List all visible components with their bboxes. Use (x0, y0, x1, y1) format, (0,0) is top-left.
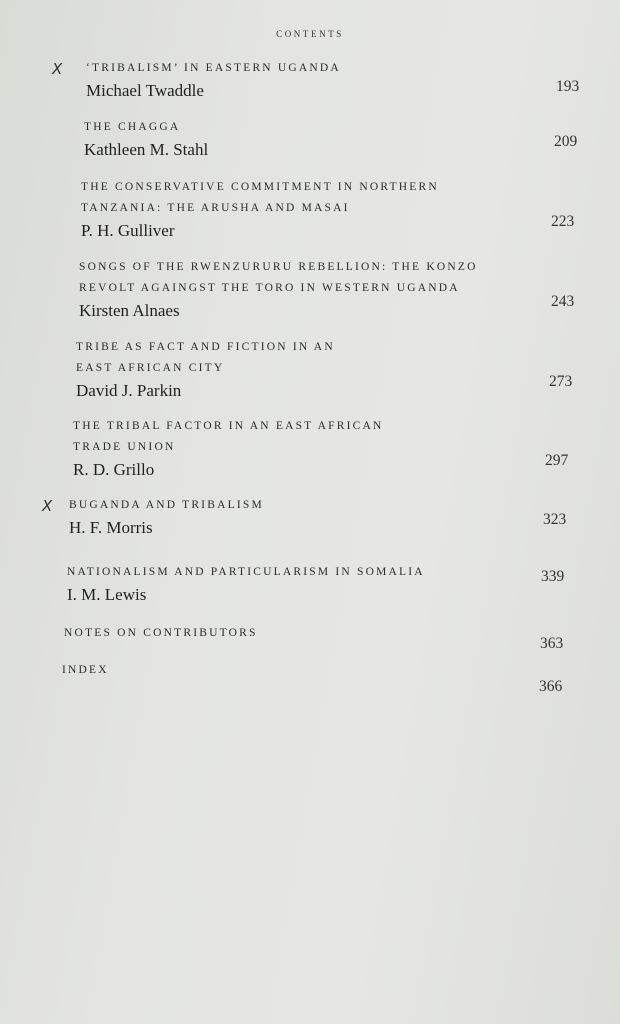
entry-page-number: 273 (549, 373, 573, 390)
entry-title: TRADE UNION (73, 441, 176, 453)
entry-author: P. H. Gulliver (81, 221, 175, 240)
entry-page-number: 209 (554, 133, 578, 150)
entry-page-number: 243 (551, 293, 575, 310)
toc-entry (0, 117, 620, 162)
toc-entry (0, 623, 620, 652)
entry-title: NOTES ON CONTRIBUTORS (64, 627, 258, 639)
toc-entry (0, 416, 620, 482)
entry-author: I. M. Lewis (67, 585, 147, 604)
pen-mark: X (42, 497, 53, 515)
entry-page-number: 363 (540, 635, 564, 652)
entry-title: SONGS OF THE RWENZURURU REBELLION: THE KONZO (79, 261, 478, 273)
toc-entry (0, 257, 620, 323)
entry-title: NATIONALISM AND PARTICULARISM IN SOMALIA (67, 566, 425, 578)
entry-page-number: 297 (545, 452, 569, 469)
entry-title: BUGANDA AND TRIBALISM (69, 499, 264, 511)
entry-author: H. F. Morris (69, 518, 153, 537)
entry-title: TANZANIA: THE ARUSHA AND MASAI (81, 202, 350, 214)
entry-page-number: 339 (541, 568, 565, 585)
entry-title: INDEX (62, 664, 109, 676)
entry-author: Michael Twaddle (86, 81, 204, 100)
entry-page-number: 193 (556, 78, 580, 95)
toc-entry (0, 337, 620, 403)
toc-entry (0, 562, 620, 607)
entry-page-number: 223 (551, 213, 575, 230)
entry-author: Kirsten Alnaes (79, 301, 180, 320)
pen-mark: X (52, 60, 63, 78)
page-heading: contents (276, 26, 344, 40)
entry-title: EAST AFRICAN CITY (76, 362, 225, 374)
entry-title: REVOLT AGAINGST THE TORO IN WESTERN UGANDA (79, 282, 460, 294)
entry-title: THE CONSERVATIVE COMMITMENT IN NORTHERN (81, 181, 439, 193)
entry-title: ‘TRIBALISM’ IN EASTERN UGANDA (86, 62, 341, 74)
entry-author: Kathleen M. Stahl (84, 140, 209, 159)
entry-page-number: 366 (539, 678, 563, 695)
toc-entry (0, 177, 620, 243)
toc-entry (0, 495, 620, 540)
entry-title: THE CHAGGA (84, 121, 181, 133)
entry-author: R. D. Grillo (73, 460, 155, 479)
entry-author: David J. Parkin (76, 381, 182, 400)
toc-entry (0, 58, 620, 103)
entry-page-number: 323 (543, 511, 567, 528)
entry-title: TRIBE AS FACT AND FICTION IN AN (76, 341, 335, 353)
entry-title: THE TRIBAL FACTOR IN AN EAST AFRICAN (73, 420, 384, 432)
toc-entry (0, 660, 620, 695)
